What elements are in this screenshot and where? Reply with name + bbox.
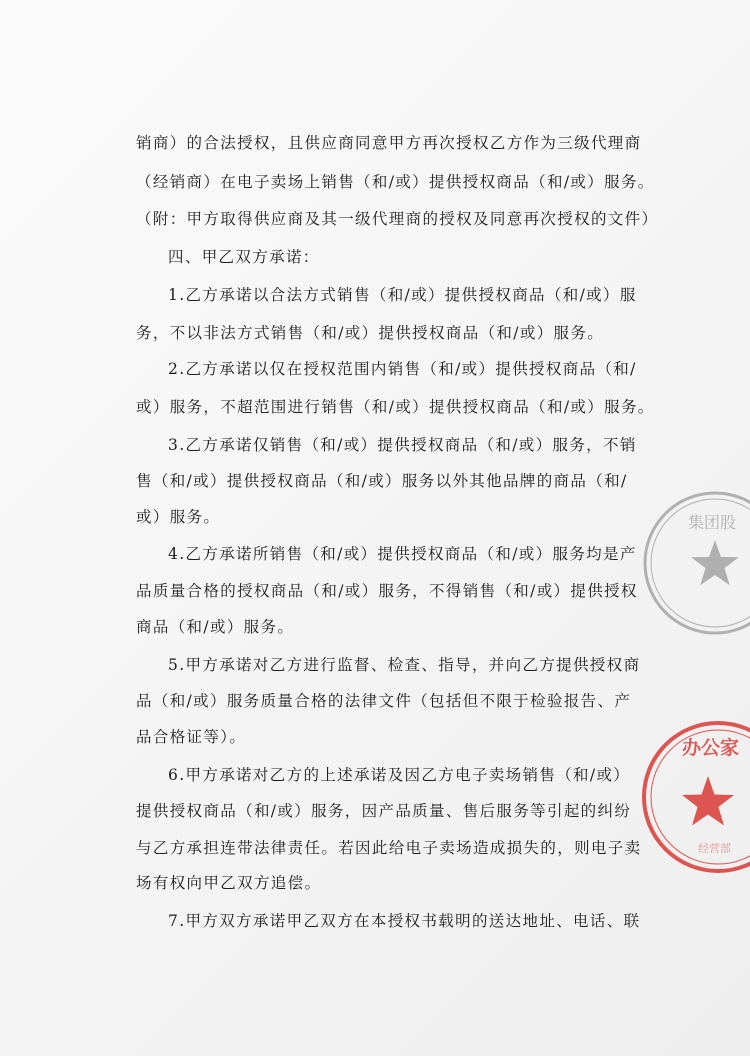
text-line: （附：甲方取得供应商及其一级代理商的授权及同意再次授权的文件） [136, 210, 659, 228]
text-line: 场有权向甲乙双方追偿。 [136, 874, 322, 892]
text-line: （经销商）在电子卖场上销售（和/或）提供授权商品（和/或）服务。 [136, 173, 655, 191]
text-line: 5.甲方承诺对乙方进行监督、检查、指导，并向乙方提供授权商 [168, 656, 641, 674]
text-line: 售（和/或）提供授权商品（和/或）服务以外其他品牌的商品（和/ [136, 472, 628, 490]
text-line: 与乙方承担连带法律责任。若因此给电子卖场造成损失的，则电子卖 [136, 839, 642, 857]
red-official-seal [640, 712, 750, 882]
text-line: 商品（和/或）服务。 [136, 618, 295, 636]
text-line: 品合格证等）。 [136, 728, 247, 746]
red-seal-text: 办公家 [682, 737, 740, 759]
star-icon [682, 776, 734, 826]
text-line: 或）服务，不超范围进行销售（和/或）提供授权商品（和/或）服务。 [136, 398, 655, 416]
text-line: 2.乙方承诺以仅在授权范围内销售（和/或）提供授权商品（和/ [168, 360, 637, 378]
text-line: 品（和/或）服务质量合格的法律文件（包括但不限于检验报告、产 [136, 692, 632, 710]
text-line: 务，不以非法方式销售（和/或）提供授权商品（和/或）服务。 [136, 324, 605, 342]
text-line: 1.乙方承诺以合法方式销售（和/或）提供授权商品（和/或）服 [168, 286, 637, 304]
text-line: 品质量合格的授权商品（和/或）服务，不得销售（和/或）提供授权 [136, 582, 638, 600]
section-heading-text: 四、甲乙双方承诺： [168, 248, 320, 266]
text-line: 4.乙方承诺所销售（和/或）提供授权商品（和/或）服务均是产 [168, 545, 637, 563]
text-line: 或）服务。 [136, 508, 221, 526]
red-seal-bottom-text: 经营部 [698, 842, 731, 855]
gray-company-seal [640, 488, 750, 638]
text-line: 6.甲方承诺对乙方的上述承诺及因乙方电子卖场销售（和/或） [168, 766, 631, 784]
text-line: 销商）的合法授权，且供应商同意甲方再次授权乙方作为三级代理商 [136, 134, 642, 152]
text-line: 7.甲方双方承诺甲乙双方在本授权书载明的送达地址、电话、联 [168, 912, 641, 930]
text-line: 3.乙方承诺仅销售（和/或）提供授权商品（和/或）服务，不销 [168, 436, 637, 454]
gray-seal-text: 集团股 [688, 513, 737, 532]
star-icon [691, 540, 739, 585]
text-line: 提供授权商品（和/或）服务，因产品质量、售后服务等引起的纠纷 [136, 802, 632, 820]
